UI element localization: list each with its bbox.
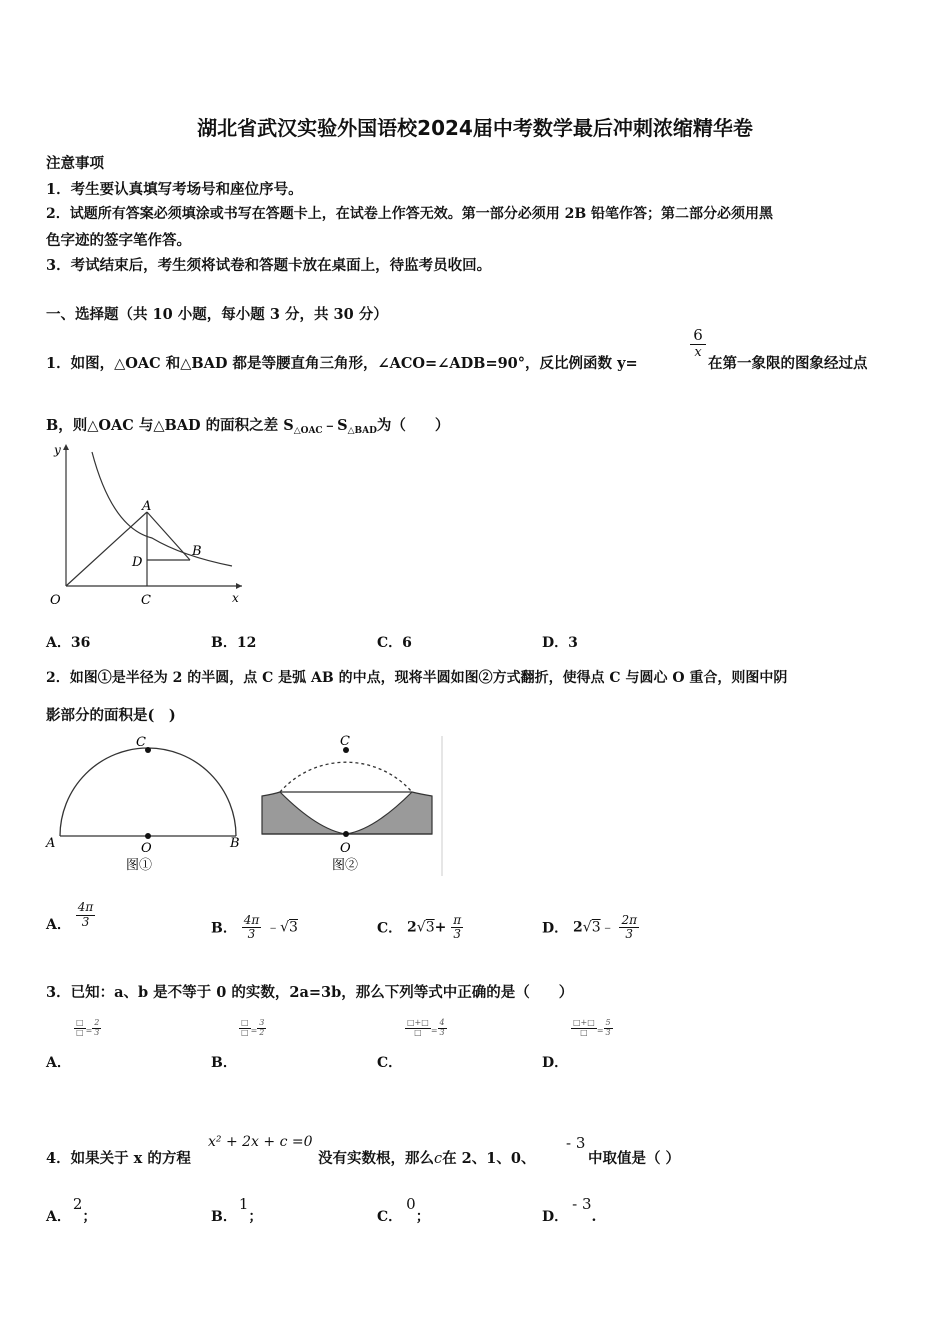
q4-text-e: 中取值是（ ） <box>588 1150 681 1167</box>
frac-den: 3 <box>81 914 90 929</box>
option-label: B． <box>211 635 237 651</box>
option-value: 2 <box>72 1195 83 1213</box>
option-fraction <box>242 914 262 941</box>
option-fraction <box>451 914 463 941</box>
frac-den: 3 <box>605 1028 611 1037</box>
option-label: C． <box>377 1209 403 1225</box>
frac-den: □ <box>241 1028 249 1037</box>
option-fraction <box>571 1019 597 1038</box>
option-fraction <box>405 1019 431 1038</box>
q3-option-a-math: $\frac{□}{□}$ = $\frac{2}{3}$ <box>76 1018 100 1037</box>
q3-option-a[interactable]: A． <box>46 1055 71 1071</box>
q4-text-b <box>318 1147 535 1168</box>
option-fraction <box>438 1019 447 1038</box>
option-fraction <box>239 1019 251 1038</box>
segment-oa <box>66 512 147 586</box>
q4-var-c: c <box>434 1151 443 1167</box>
option-label: D． <box>542 635 569 651</box>
shaded-region <box>262 792 432 834</box>
option-label: C． <box>377 635 403 651</box>
frac-num: □ <box>241 1018 249 1028</box>
q1-option-c[interactable] <box>377 632 412 652</box>
option-fraction <box>74 1019 86 1038</box>
frac-den: □ <box>580 1028 588 1037</box>
q4-text-b1: 没有实数根，那么 <box>318 1150 434 1167</box>
q3-option-c[interactable]: C． <box>377 1055 403 1071</box>
option-label: A． <box>46 635 71 651</box>
q1-frac-num: 6 <box>693 326 703 344</box>
q4-option-b[interactable] <box>211 1195 263 1226</box>
frac-den: 3 <box>94 1028 100 1037</box>
option-tail: ； <box>415 1209 430 1225</box>
notice-item: 2．试题所有答案必须填涂或书写在答题卡上，在试卷上作答无效。第一部分必须用 2B 铅笔作答；第二部分必须用黑 <box>46 206 774 222</box>
section-heading: 一、选择题（共 10 小题，每小题 3 分，共 30 分） <box>46 306 388 323</box>
minus-sign: ﹣ <box>266 919 281 936</box>
q1-option-b[interactable] <box>211 632 256 652</box>
q3-option-b-math: $\frac{□}{□}$ = $\frac{3}{2}$ <box>241 1018 265 1037</box>
option-label: B． <box>211 1209 237 1225</box>
option-label: B． <box>211 920 237 937</box>
q1-sub2: △BAD <box>347 426 377 436</box>
x-arrow-icon <box>236 583 242 589</box>
plus-sign: + <box>434 919 447 936</box>
option-label: A． <box>46 917 71 933</box>
option-label: D． <box>542 920 569 937</box>
q2-stem-line2: 影部分的面积是( ) <box>46 707 176 724</box>
q3-option-b[interactable]: B． <box>211 1055 237 1071</box>
q2-figure-2 <box>258 730 444 878</box>
label-o: O <box>141 841 152 856</box>
semicircle-arc <box>60 748 236 836</box>
option-value: 6 <box>402 635 412 651</box>
label-x: x <box>232 591 239 605</box>
label-b: B <box>230 836 240 851</box>
coefficient: 2 <box>573 919 583 936</box>
frac-num: □ <box>76 1018 84 1028</box>
option-value: 1 <box>238 1195 249 1213</box>
label-o: O <box>50 593 61 608</box>
frac-den: 3 <box>453 927 461 942</box>
point-o <box>145 833 151 839</box>
frac-num: 4π <box>77 900 94 915</box>
label-c: C <box>136 735 146 750</box>
q1-dash: ﹣S <box>322 417 348 434</box>
option-fraction <box>619 914 639 941</box>
frac-num: □+□ <box>407 1018 429 1028</box>
notice-item: 3．考试结束后，考生须将试卷和答题卡放在桌面上，待监考员收回。 <box>46 257 492 274</box>
label-c: C <box>340 734 350 749</box>
label-y: y <box>54 443 61 457</box>
frac-num: 2π <box>621 913 638 927</box>
frac-num: 4 <box>439 1018 445 1028</box>
frac-num: □+□ <box>573 1018 595 1028</box>
q1-text-a: 1．如图，△OAC 和△BAD 都是等腰直角三角形，∠ACO=∠ADB=90°，反比例函数 y= <box>46 355 638 372</box>
q2-figure-1 <box>42 730 252 878</box>
option-value: 0 <box>406 1195 416 1213</box>
option-tail: . <box>591 1209 597 1225</box>
option-label: C． <box>377 920 403 937</box>
q4-neg3: - 3 <box>566 1134 586 1152</box>
caption-fig1: 图① <box>126 858 153 873</box>
q1-fraction <box>690 326 706 360</box>
q1-stem-line2 <box>46 414 449 436</box>
radicand: 3 <box>591 919 601 936</box>
q2-stem: 2．如图①是半径为 2 的半圆，点 C 是弧 AB 的中点，现将半圆如图②方式翻折，使得点 C 与圆心 O 重合，则图中阴 <box>46 670 788 686</box>
q3-option-c-math: $\frac{□+□}{□}$ = $\frac{4}{3}$ <box>407 1018 445 1037</box>
option-value: 36 <box>70 635 91 651</box>
label-a: A <box>46 836 56 851</box>
notice-item: 1．考生要认真填写考场号和座位序号。 <box>46 181 303 198</box>
point-o <box>343 831 349 837</box>
option-tail: ； <box>248 1209 263 1225</box>
hyperbola-curve <box>92 452 232 566</box>
frac-num: 5 <box>605 1018 611 1028</box>
frac-den: 3 <box>439 1028 445 1037</box>
notice-item: 色字迹的签字笔作答。 <box>46 232 191 249</box>
q2-option-b[interactable]: B． $\frac{4\pi}{3}$ ﹣√3 <box>211 913 298 942</box>
minus-sign: ﹣ <box>600 919 615 936</box>
frac-den: 3 <box>625 927 634 942</box>
option-value: 3 <box>568 635 578 651</box>
frac-den: 2 <box>259 1028 265 1037</box>
q4-text-d: 在 2、1、0、 <box>442 1150 536 1167</box>
q3-stem: 3．已知：a、b 是不等于 0 的实数，2a=3b，那么下列等式中正确的是（ ） <box>46 984 574 1001</box>
frac-den: 3 <box>247 927 256 942</box>
option-value: - 3 <box>572 1195 592 1213</box>
q4-equation: x² + 2x + c =0 <box>208 1134 313 1150</box>
q1-text-c: B，则△OAC 与△BAD 的面积之差 S <box>46 417 294 434</box>
frac-den: □ <box>414 1028 422 1037</box>
q4-text-a: 4．如果关于 x 的方程 <box>46 1150 191 1167</box>
caption-fig2: 图② <box>332 858 359 873</box>
dashed-arc <box>280 762 412 792</box>
q2-option-d[interactable]: D． 2√3﹣ $\frac{2\pi}{3}$ <box>542 913 638 942</box>
q1-figure <box>42 438 252 614</box>
q1-text-b: 在第一象限的图象经过点 <box>708 355 868 372</box>
q3-option-d-math: $\frac{□+□}{□}$ = $\frac{5}{3}$ <box>573 1018 611 1037</box>
label-d: D <box>132 555 143 570</box>
option-tail: ； <box>82 1209 97 1225</box>
option-fraction <box>257 1019 266 1038</box>
frac-num: 4π <box>243 913 260 927</box>
radicand: 3 <box>289 919 298 936</box>
q4-option-c[interactable] <box>377 1195 430 1226</box>
segment-ab <box>147 512 190 560</box>
label-b: B <box>192 544 202 559</box>
option-fraction <box>92 1019 101 1038</box>
option-label: D． <box>542 1209 569 1225</box>
label-a: A <box>142 499 152 514</box>
frac-num: 2 <box>94 1018 100 1028</box>
option-fraction <box>76 901 96 928</box>
q1-sub1: △OAC <box>293 426 323 436</box>
q1-option-d[interactable] <box>542 632 578 652</box>
frac-num: 3 <box>259 1018 265 1028</box>
coefficient: 2 <box>407 919 417 936</box>
label-c: C <box>141 593 151 608</box>
q1-frac-den: x <box>690 344 706 360</box>
q1-stem <box>46 352 638 373</box>
frac-den: □ <box>76 1028 84 1037</box>
q2-option-c[interactable]: C． 2√3+ $\frac{\pi}{3}$ <box>377 913 462 942</box>
frac-num: π <box>453 913 462 927</box>
y-arrow-icon <box>63 444 69 450</box>
label-o: O <box>340 841 351 856</box>
page-title: 湖北省武汉实验外国语校2024届中考数学最后冲刺浓缩精华卷 <box>197 116 753 140</box>
q4-option-d[interactable] <box>542 1195 597 1226</box>
q3-option-d[interactable]: D． <box>542 1055 569 1071</box>
option-label: A． <box>46 1209 71 1225</box>
q1-text-d: 为（ ） <box>376 417 450 434</box>
option-fraction <box>604 1019 613 1038</box>
radicand: 3 <box>425 919 435 936</box>
q1-option-a[interactable] <box>46 632 90 652</box>
q4-option-a[interactable] <box>46 1195 97 1226</box>
notice-heading: 注意事项 <box>46 155 104 172</box>
option-value: 12 <box>236 635 257 651</box>
